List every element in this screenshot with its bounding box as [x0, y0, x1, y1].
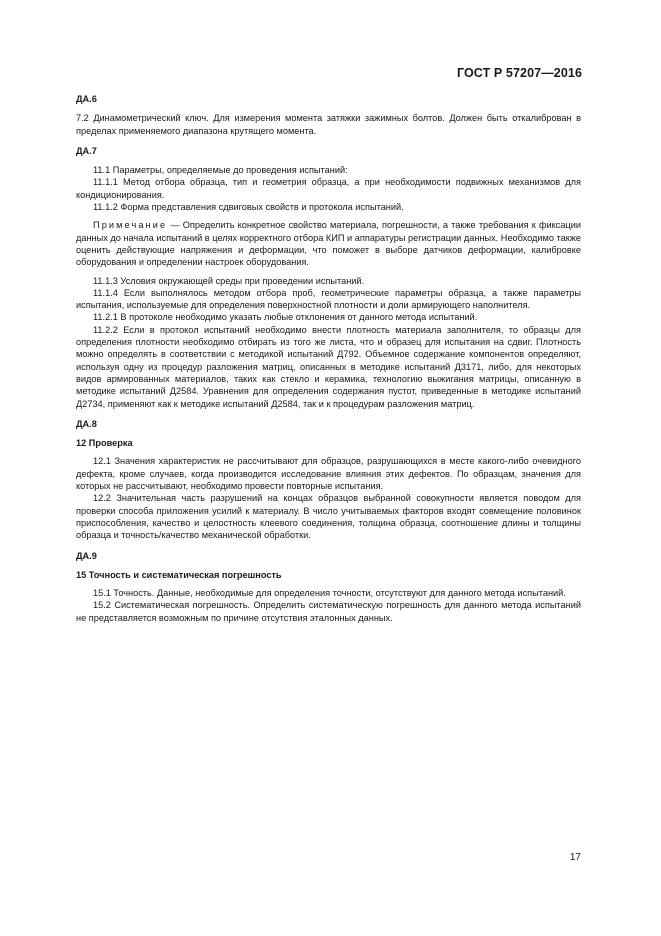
paragraph: 12.2 Значительная часть разрушений на концах образцов выбранной совокупности является поводом для проверки способа приложения усилий к материалу. В число учитываемых факторов входят совмещение половинок приспособления, качество и целостность клеевого соединения, толщина образца, соотношение длины и толщины образца и точность/качество механической обработки.: [76, 493, 581, 541]
paragraph: 15.2 Систематическая погрешность. Определить систематическую погрешность для данного метода испытаний не представляется возможным по причине отсутствия эталонных данных.: [76, 600, 581, 623]
paragraph: 7.2 Динамометрический ключ. Для измерения момента затяжки зажимных болтов. Должен быть откалиброван в пределах применяемого диапазона крутящего момента.: [76, 113, 581, 136]
section-label: ДА.6: [76, 94, 97, 104]
note-paragraph: [76, 219, 581, 268]
document-code: ГОСТ Р 57207—2016: [456, 66, 582, 80]
section-label: ДА.9: [76, 550, 97, 561]
section-heading: 12 Проверка: [76, 438, 133, 449]
section-da7: [76, 145, 581, 410]
section-da8: [76, 418, 581, 542]
paragraph: 11.1.2 Форма представления сдвиговых свойств и протокола испытаний.: [93, 202, 404, 213]
section-heading: 15 Точность и систематическая погрешность: [76, 569, 282, 580]
document-body: [76, 93, 581, 632]
paragraph: 11.1 Параметры, определяемые до проведения испытаний:: [93, 165, 348, 176]
section-label: ДА.7: [76, 145, 97, 156]
section-da9: [76, 550, 581, 624]
paragraph: 11.1.4 Если выполнялось методом отбора проб, геометрические параметры образца, а также параметры испытания, используемые для определения поверхностной плотности и доли армирующего наполнителя.: [76, 287, 581, 311]
paragraph: 11.2.1 В протоколе необходимо указать любые отклонения от данного метода испытаний.: [93, 312, 478, 323]
paragraph: 11.1.3 Условия окружающей среды при проведении испытаний.: [93, 275, 365, 286]
paragraph: 15.1 Точность. Данные, необходимые для определения точности, отсутствуют для данного метода испытаний.: [93, 588, 566, 599]
note-label: Примечание: [93, 220, 168, 231]
paragraph: 11.2.2 Если в протокол испытаний необходимо внести плотность материала заполнителя, то образцы для определения плотности необходимо отбирать из того же листа, что и образец для испытания на сдвиг. Плотность можно определять в соответствии с методикой испытаний Д792. Объемное содержание компонентов определяют, используя одну из процедур разложения матриц, описанных в методике испытаний Д3171, либо, для некоторых видов армированных материалов, таких как стекло и керамика, технологию выжигания матрицы, описанную в методике испытаний Д2584. Уравнения для определения содержания пустот, приведенные в методике испытаний Д2734, применяют как к методике испытаний Д2584, так и к процедурам разложения матриц.: [76, 324, 581, 409]
section-da6: [76, 93, 581, 137]
page-number: 17: [569, 852, 581, 863]
paragraph: 12.1 Значения характеристик не рассчитывают для образцов, разрушающихся в месте какого-либо очевидного дефекта, кроме случаев, когда производится исследование влияния этих дефектов. По образцам, значения для которых не рассчитывают, необходимо провести повторные испытания.: [76, 456, 581, 492]
paragraph: 11.1.1 Метод отбора образца, тип и геометрия образца, а при необходимости подвижных механизмов для кондиционирования.: [76, 177, 581, 200]
section-label: ДА.8: [76, 418, 97, 429]
note-text: — Определить конкретное свойство материала, погрешности, а также требования к фиксации данных до начала испытаний в целях корректного отбора КИП и аппаратуры регистрации данных. Необходимо также оценить действующие напряжения и деформации, что поможет в выборе датчиков деформации, калибровке оборудования и определении настроек оборудования.: [76, 220, 581, 268]
